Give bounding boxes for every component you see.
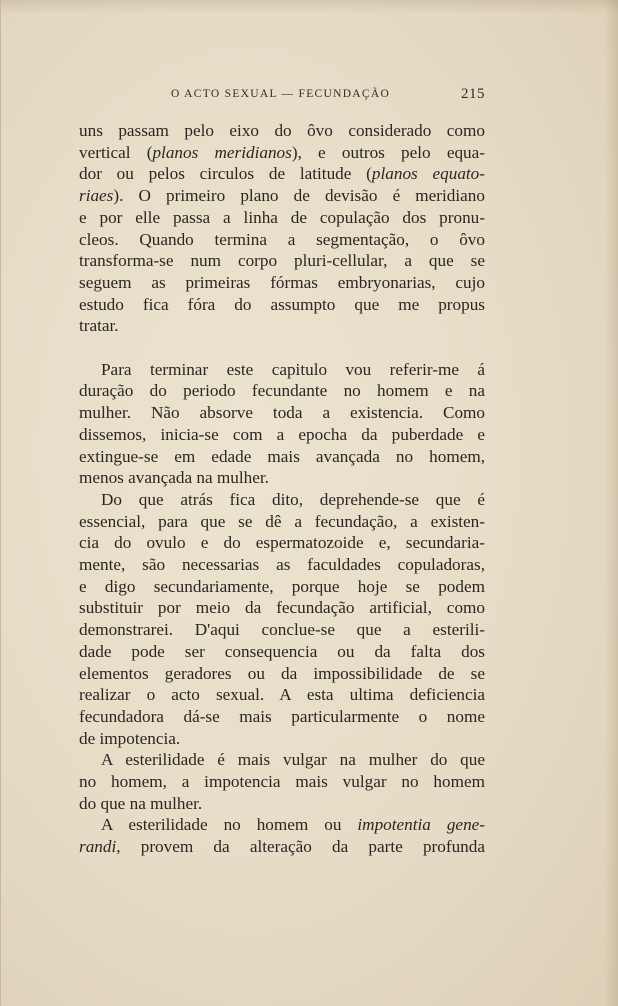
text-line: essencial, para que se dê a fecundação, a existen- (79, 511, 485, 531)
text-line: riaes). O primeiro plano de devisão é meridiano (79, 186, 485, 206)
text-line: e por elle passa a linha de copulação dos pronu- (79, 207, 485, 227)
text-line: transforma-se num corpo pluri-cellular, a que se (79, 251, 485, 271)
text-line: fecundadora dá-se mais particularmente o nome (79, 706, 485, 726)
text-line: demonstrarei. D'aqui conclue-se que a esterili- (79, 620, 485, 640)
running-title: O ACTO SEXUAL — FECUNDAÇÃO (171, 88, 391, 100)
text-line: extingue-se em edade mais avançada no homem, (79, 446, 485, 466)
text-line: dor ou pelos circulos de latitude (planos equato- (79, 164, 485, 184)
text-line: cia do ovulo e do espermatozoide e, secundaria- (79, 533, 485, 553)
text-line: cleos. Quando termina a segmentação, o ôvo (79, 229, 485, 249)
text-line: A esterilidade no homem ou impotentia gene- (101, 815, 486, 835)
text-line: de impotencia. (79, 728, 181, 748)
text-line: menos avançada na mulher. (79, 468, 269, 488)
page-number: 215 (461, 86, 485, 102)
text-line: tratar. (79, 316, 119, 336)
text-line: mulher. Não absorve toda a existencia. Como (79, 403, 485, 423)
text-line: estudo fica fóra do assumpto que me propus (79, 294, 485, 314)
text-line: uns passam pelo eixo do ôvo considerado como (79, 121, 485, 140)
text-line: e digo secundariamente, porque hoje se podem (79, 576, 485, 596)
text-line: dissemos, inicia-se com a epocha da puberdade e (79, 424, 485, 444)
text-line: Para terminar este capitulo vou referir-me á (101, 359, 485, 379)
paragraph-gap (79, 337, 485, 359)
text-line: Do que atrás fica dito, deprehende-se que é (101, 489, 485, 509)
text-line: A esterilidade é mais vulgar na mulher do que (101, 750, 485, 770)
text-line: seguem as primeiras fórmas embryonarias, cujo (79, 272, 485, 292)
text-line: elementos geradores ou da impossibilidade de se (79, 663, 485, 683)
body-text (79, 120, 485, 858)
text-line: vertical (planos meridianos), e outros pelo equa- (79, 142, 485, 162)
text-line: mente, são necessarias as faculdades copuladoras, (79, 555, 485, 575)
text-line: no homem, a impotencia mais vulgar no homem (79, 772, 485, 792)
text-line: do que na mulher. (79, 793, 203, 813)
text-line: duração do periodo fecundante no homem e na (79, 381, 485, 401)
text-line: dade pode ser consequencia ou da falta dos (79, 641, 485, 661)
text-line: substituir por meio da fecundação artificial, como (79, 598, 485, 618)
text-line: randi, provem da alteração da parte profunda (79, 837, 485, 857)
text-line: realizar o acto sexual. A esta ultima deficiencia (79, 685, 485, 705)
